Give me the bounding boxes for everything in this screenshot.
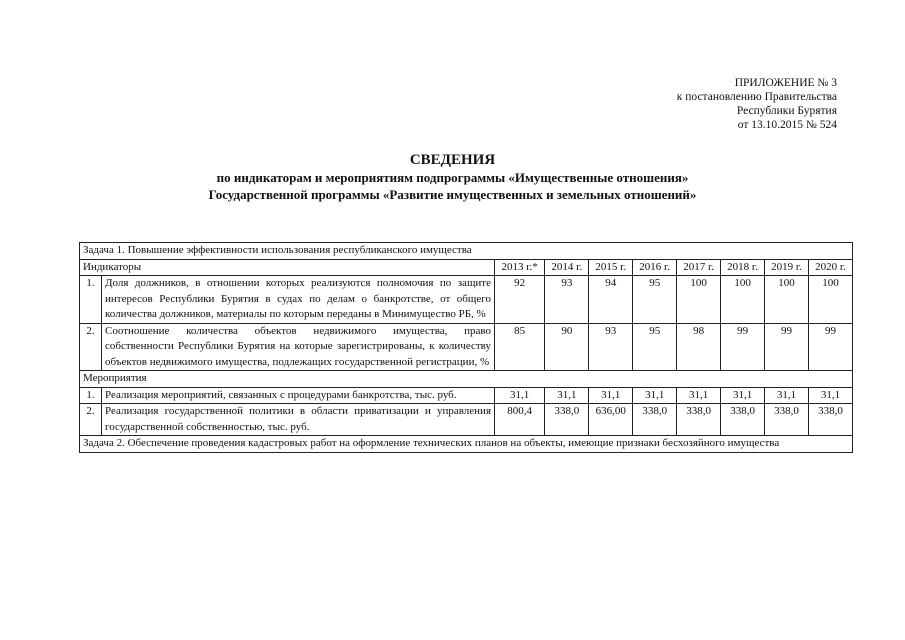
year-header: 2016 г. bbox=[633, 259, 677, 276]
year-header: 2019 г. bbox=[765, 259, 809, 276]
value-cell: 800,4 bbox=[495, 404, 545, 436]
appendix-resolution: к постановлению Правительства bbox=[676, 91, 837, 103]
document-subtitle-2: Государственной программы «Развитие имущественных и земельных отношений» bbox=[208, 187, 697, 202]
value-cell: 90 bbox=[545, 323, 589, 371]
value-cell: 636,00 bbox=[589, 404, 633, 436]
value-cell: 93 bbox=[589, 323, 633, 371]
year-header: 2020 г. bbox=[808, 259, 852, 276]
year-header: 2018 г. bbox=[721, 259, 765, 276]
value-cell: 100 bbox=[721, 276, 765, 324]
document-subtitle-1: по индикаторам и мероприятиям подпрограммы «Имущественные отношения» bbox=[216, 170, 689, 185]
value-cell: 99 bbox=[808, 323, 852, 371]
value-cell: 100 bbox=[765, 276, 809, 324]
indicators-table bbox=[79, 242, 853, 453]
value-cell: 93 bbox=[545, 276, 589, 324]
value-cell: 31,1 bbox=[589, 387, 633, 404]
value-cell: 31,1 bbox=[545, 387, 589, 404]
value-cell: 338,0 bbox=[765, 404, 809, 436]
measures-header: Мероприятия bbox=[80, 371, 853, 388]
year-header: 2017 г. bbox=[677, 259, 721, 276]
table-row bbox=[80, 387, 853, 404]
row-number: 2. bbox=[80, 323, 102, 371]
measures-label-row bbox=[80, 371, 853, 388]
value-cell: 31,1 bbox=[721, 387, 765, 404]
appendix-date: от 13.10.2015 № 524 bbox=[737, 119, 837, 131]
appendix-republic: Республики Бурятия bbox=[736, 105, 837, 117]
table-row bbox=[80, 276, 853, 324]
value-cell: 99 bbox=[765, 323, 809, 371]
row-number: 1. bbox=[80, 387, 102, 404]
measure-description: Реализация государственной политики в области приватизации и управления государственной собственностью, тыс. руб. bbox=[102, 404, 495, 436]
indicator-description: Соотношение количества объектов недвижимого имущества, право собственности Республики Бурятия на которые зарегистрированы, к количеству объектов недвижимого имущества, подлежащих государственной регистрации, % bbox=[102, 323, 495, 371]
value-cell: 31,1 bbox=[495, 387, 545, 404]
value-cell: 338,0 bbox=[677, 404, 721, 436]
value-cell: 95 bbox=[633, 323, 677, 371]
value-cell: 338,0 bbox=[721, 404, 765, 436]
value-cell: 338,0 bbox=[545, 404, 589, 436]
value-cell: 92 bbox=[495, 276, 545, 324]
value-cell: 31,1 bbox=[765, 387, 809, 404]
value-cell: 85 bbox=[495, 323, 545, 371]
value-cell: 338,0 bbox=[808, 404, 852, 436]
task-2-row bbox=[80, 436, 853, 453]
value-cell: 31,1 bbox=[633, 387, 677, 404]
value-cell: 94 bbox=[589, 276, 633, 324]
value-cell: 99 bbox=[721, 323, 765, 371]
value-cell: 100 bbox=[808, 276, 852, 324]
task-2-cell: Задача 2. Обеспечение проведения кадастровых работ на оформление технических планов на объекты, имеющие признаки бесхозяйного имущества bbox=[80, 436, 853, 453]
row-number: 1. bbox=[80, 276, 102, 324]
document-title: СВЕДЕНИЯ bbox=[409, 152, 496, 168]
value-cell: 95 bbox=[633, 276, 677, 324]
table-row bbox=[80, 404, 853, 436]
appendix-title: ПРИЛОЖЕНИЕ № 3 bbox=[734, 77, 837, 89]
measure-description: Реализация мероприятий, связанных с процедурами банкротства, тыс. руб. bbox=[102, 387, 495, 404]
row-number: 2. bbox=[80, 404, 102, 436]
indicator-description: Доля должников, в отношении которых реализуются полномочия по защите интересов Республики Бурятия в судах по делам о банкротстве, от общего количества должников, материалы по которым переданы в Минимущество РБ, % bbox=[102, 276, 495, 324]
task-1-row bbox=[80, 243, 853, 260]
year-header: 2015 г. bbox=[589, 259, 633, 276]
value-cell: 100 bbox=[677, 276, 721, 324]
task-1-cell: Задача 1. Повышение эффективности использования республиканского имущества bbox=[80, 243, 853, 260]
document-heading bbox=[0, 152, 905, 203]
value-cell: 31,1 bbox=[808, 387, 852, 404]
indicators-header: Индикаторы bbox=[80, 259, 495, 276]
value-cell: 31,1 bbox=[677, 387, 721, 404]
year-header: 2013 г.* bbox=[495, 259, 545, 276]
value-cell: 338,0 bbox=[633, 404, 677, 436]
appendix-block bbox=[677, 76, 837, 132]
year-header: 2014 г. bbox=[545, 259, 589, 276]
table-row bbox=[80, 323, 853, 371]
value-cell: 98 bbox=[677, 323, 721, 371]
header-row bbox=[80, 259, 853, 276]
